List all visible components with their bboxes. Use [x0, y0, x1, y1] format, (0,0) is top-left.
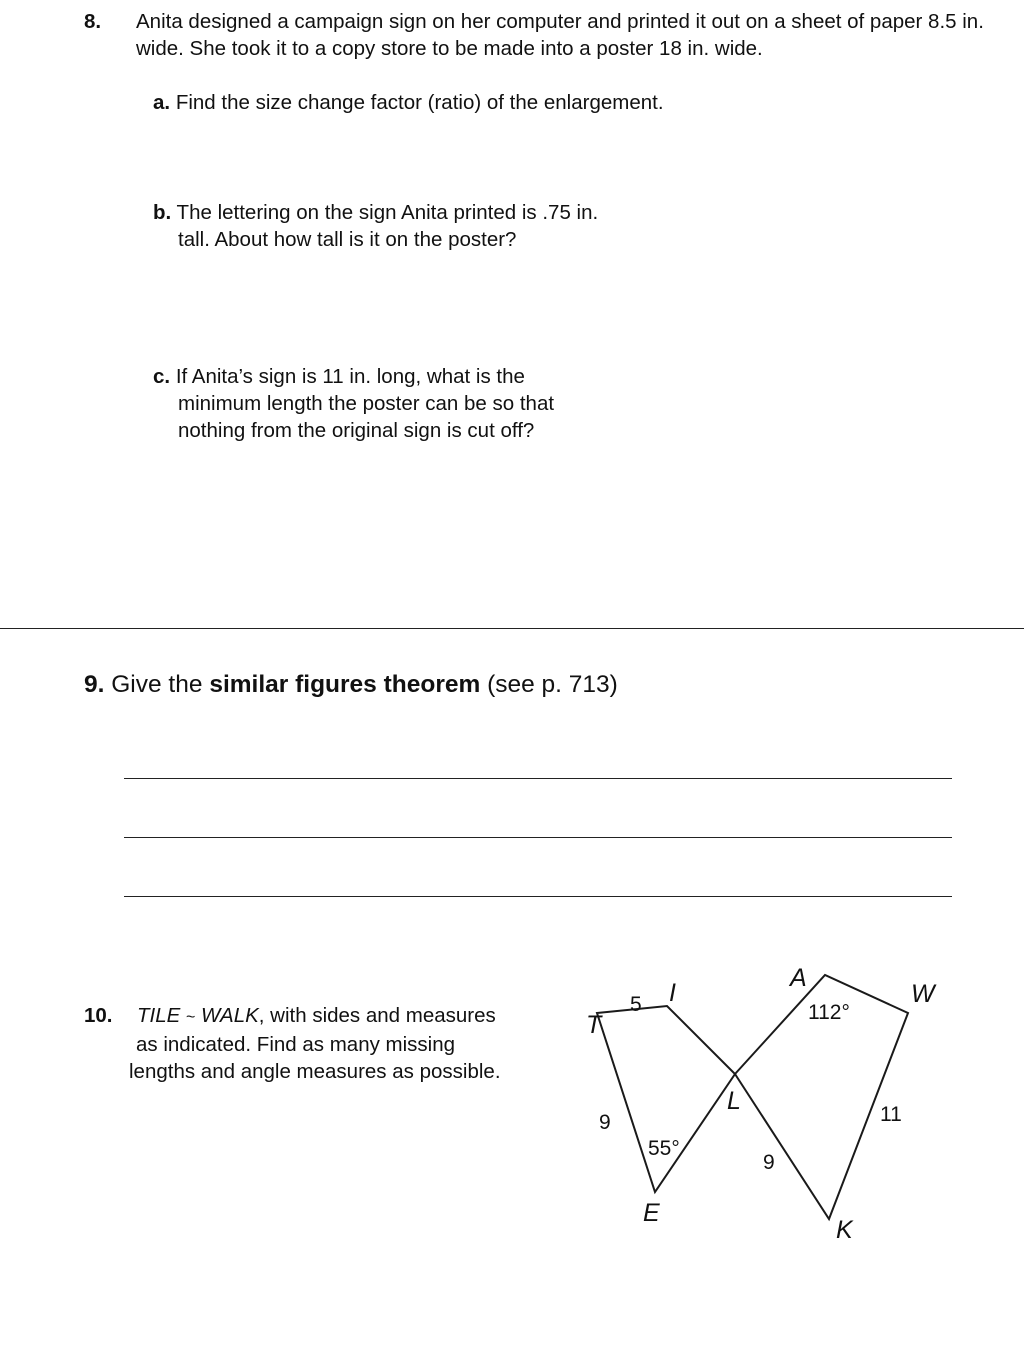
question-10-line2: as indicated. Find as many missing: [136, 1033, 456, 1056]
part-a-text: Find the size change factor (ratio) of the enlargement.: [175, 91, 664, 114]
question-9-suffix: (see p. 713): [487, 671, 618, 698]
vertex-e-label: E: [643, 1199, 660, 1227]
vertex-w-label: W: [911, 980, 935, 1008]
vertex-i-label: I: [669, 979, 676, 1007]
question-9-bold: similar figures theorem: [209, 671, 481, 698]
question-10-text: [128, 1002, 558, 1085]
part-b-line2: tall. About how tall is it on the poster?: [178, 228, 517, 251]
side-wk-measure: 11: [880, 1103, 902, 1126]
side-lk-measure: 9: [763, 1151, 775, 1174]
section-divider: [0, 628, 1024, 629]
fig1-name: TILE: [137, 1004, 181, 1027]
answer-line-2[interactable]: [124, 837, 952, 838]
part-c-label: c.: [153, 365, 171, 388]
question-9-number: 9.: [84, 671, 105, 698]
part-c-line2: minimum length the poster can be so that: [178, 392, 555, 415]
question-9: [84, 669, 618, 701]
fig2-name: WALK: [201, 1004, 259, 1027]
vertex-t-label: T: [586, 1011, 602, 1039]
question-8-text: Anita designed a campaign sign on her computer and printed it out on a sheet of paper 8.5 in. wide. She took it to a copy store to be made into a poster 18 in. wide.: [136, 10, 984, 60]
question-10-line1: [128, 1002, 558, 1031]
answer-line-1[interactable]: [124, 778, 952, 779]
side-ti-measure: 5: [630, 993, 642, 1016]
side-te-measure: 9: [599, 1111, 611, 1134]
part-c-line1: If Anita’s sign is 11 in. long, what is the: [175, 365, 525, 388]
question-8b: [153, 199, 598, 253]
similar-quadrilaterals-figure: [575, 955, 955, 1255]
part-a-label: a.: [153, 91, 171, 114]
question-8-number: 8.: [84, 10, 102, 33]
question-8c: [153, 363, 554, 444]
angle-e-measure: 55°: [648, 1137, 680, 1160]
question-9-prefix: Give the: [111, 671, 203, 698]
quadrilateral-tile: [597, 1006, 735, 1192]
part-c-line3: nothing from the original sign is cut off?: [178, 419, 535, 442]
line1-rest: , with sides and measures: [258, 1004, 496, 1027]
question-10-line3: lengths and angle measures as possible.: [129, 1060, 501, 1083]
part-b-label: b.: [153, 201, 172, 224]
vertex-a-label: A: [790, 964, 807, 992]
similar-symbol: ~: [186, 1009, 196, 1026]
vertex-l-label: L: [727, 1087, 741, 1115]
question-10-number: 10.: [84, 1004, 113, 1027]
answer-line-3[interactable]: [124, 896, 952, 897]
question-8a: [153, 89, 664, 116]
angle-a-measure: 112°: [808, 1001, 850, 1024]
part-b-line1: The lettering on the sign Anita printed is .75 in.: [176, 201, 599, 224]
vertex-k-label: K: [836, 1216, 853, 1244]
